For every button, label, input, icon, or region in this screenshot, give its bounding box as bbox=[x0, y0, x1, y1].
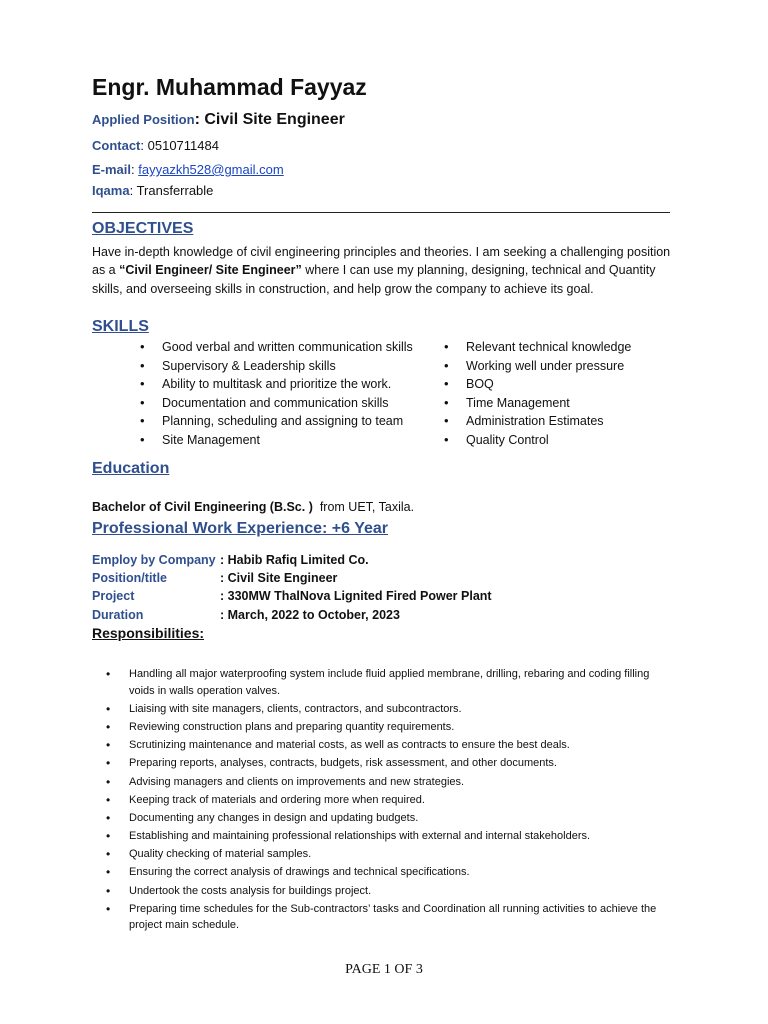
contact-label: Contact bbox=[92, 138, 141, 153]
experience-row bbox=[92, 587, 492, 605]
page-number: PAGE 1 OF 3 bbox=[345, 962, 423, 977]
skill-item: • Time Management bbox=[444, 394, 631, 413]
skill-item: • Quality Control bbox=[444, 431, 631, 450]
experience-row bbox=[92, 551, 492, 569]
experience-row bbox=[92, 569, 492, 587]
iqama-line: Iqama: Transferrable bbox=[92, 183, 214, 198]
skills-heading: SKILLS bbox=[92, 318, 149, 335]
experience-details bbox=[92, 551, 492, 624]
responsibility-item: • Preparing time schedules for the Sub-contractors’ tasks and Coordination all running activities to achieve the project main schedule. bbox=[106, 901, 666, 934]
email-label: E-mail bbox=[92, 162, 132, 177]
experience-row-value: : March, 2022 to October, 2023 bbox=[220, 607, 400, 622]
skill-item: • Working well under pressure bbox=[444, 357, 631, 376]
responsibility-item: • Preparing reports, analyses, contracts, budgets, risk assessment, and other documents. bbox=[106, 755, 666, 772]
skill-item: • Good verbal and written communication skills bbox=[140, 338, 413, 357]
responsibilities-list bbox=[106, 666, 666, 936]
education-degree-line bbox=[92, 500, 414, 514]
skills-list-right bbox=[444, 338, 631, 450]
skill-item: • Relevant technical knowledge bbox=[444, 338, 631, 357]
skill-item: • Planning, scheduling and assigning to team bbox=[140, 412, 413, 431]
experience-row-value: : Habib Rafiq Limited Co. bbox=[220, 553, 369, 567]
responsibility-item: • Establishing and maintaining professional relationships with external and internal stakeholders. bbox=[106, 828, 666, 845]
skill-item: • Ability to multitask and prioritize the work. bbox=[140, 375, 413, 394]
responsibility-item: • Undertook the costs analysis for buildings project. bbox=[106, 883, 666, 900]
skill-item: • Site Management bbox=[140, 431, 413, 450]
candidate-name: Engr. Muhammad Fayyaz bbox=[92, 74, 367, 100]
experience-row-label: Project bbox=[92, 589, 135, 604]
objectives-text-bold: “Civil Engineer/ Site Engineer” bbox=[119, 263, 302, 278]
experience-row-value: : Civil Site Engineer bbox=[220, 571, 338, 586]
contact-line: Contact: 0510711484 bbox=[92, 138, 219, 153]
responsibility-item: • Advising managers and clients on improvements and new strategies. bbox=[106, 774, 666, 791]
education-heading: Education bbox=[92, 460, 170, 477]
header-divider bbox=[92, 212, 670, 213]
contact-value: 0510711484 bbox=[147, 138, 219, 153]
objectives-text-part-2: where I can use my planning, designing, technical and Quantity skills, and overseeing skills in construction, and help grow the company to achieve its goal. bbox=[92, 263, 656, 296]
applied-position-line: Applied Position: Civil Site Engineer bbox=[92, 111, 345, 128]
responsibility-item: • Liaising with site managers, clients, contractors, and subcontractors. bbox=[106, 701, 666, 718]
responsibility-item: • Scrutinizing maintenance and material costs, as well as contracts to ensure the best deals. bbox=[106, 737, 666, 754]
responsibility-item: • Documenting any changes in design and updating budgets. bbox=[106, 810, 666, 827]
objectives-heading: OBJECTIVES bbox=[92, 220, 194, 237]
applied-position-label: Applied Position bbox=[92, 112, 195, 127]
skill-item: • Supervisory & Leadership skills bbox=[140, 357, 413, 376]
skill-item: • BOQ bbox=[444, 375, 631, 394]
skill-item: • Documentation and communication skills bbox=[140, 394, 413, 413]
iqama-value: Transferrable bbox=[136, 183, 214, 198]
experience-row-label: Duration bbox=[92, 607, 144, 622]
responsibility-item: • Keeping track of materials and ordering more when required. bbox=[106, 792, 666, 809]
responsibility-item: • Ensuring the correct analysis of drawings and technical specifications. bbox=[106, 864, 666, 881]
degree-institute: from UET, Taxila. bbox=[319, 500, 415, 514]
skills-list-left bbox=[140, 338, 413, 450]
objectives-text-part-1: Have in-depth knowledge of civil engineering principles and theories. I am seeking a challenging position as a bbox=[92, 245, 671, 278]
objectives-text bbox=[92, 243, 672, 298]
responsibility-item: • Quality checking of material samples. bbox=[106, 846, 666, 863]
degree-name: Bachelor of Civil Engineering (B.Sc. ) bbox=[92, 500, 313, 514]
experience-row bbox=[92, 606, 492, 624]
responsibility-item: • Reviewing construction plans and preparing quantity requirements. bbox=[106, 719, 666, 736]
applied-position-value: Civil Site Engineer bbox=[204, 111, 345, 128]
email-line: E-mail: fayyazkh528@gmail.com bbox=[92, 162, 284, 177]
responsibility-item: • Handling all major waterproofing system include fluid applied membrane, drilling, rebaring and coding filling voids in walls operation valves. bbox=[106, 666, 666, 699]
experience-heading: Professional Work Experience: +6 Year bbox=[92, 520, 388, 537]
experience-row-label: Position/title bbox=[92, 571, 167, 586]
email-link[interactable]: fayyazkh528@gmail.com bbox=[138, 162, 284, 177]
experience-row-value: : 330MW ThalNova Lignited Fired Power Plant bbox=[220, 589, 492, 604]
experience-row-label: Employ by Company bbox=[92, 553, 216, 567]
iqama-label: Iqama bbox=[92, 183, 130, 198]
skill-item: • Administration Estimates bbox=[444, 412, 631, 431]
responsibilities-heading: Responsibilities: bbox=[92, 625, 205, 641]
